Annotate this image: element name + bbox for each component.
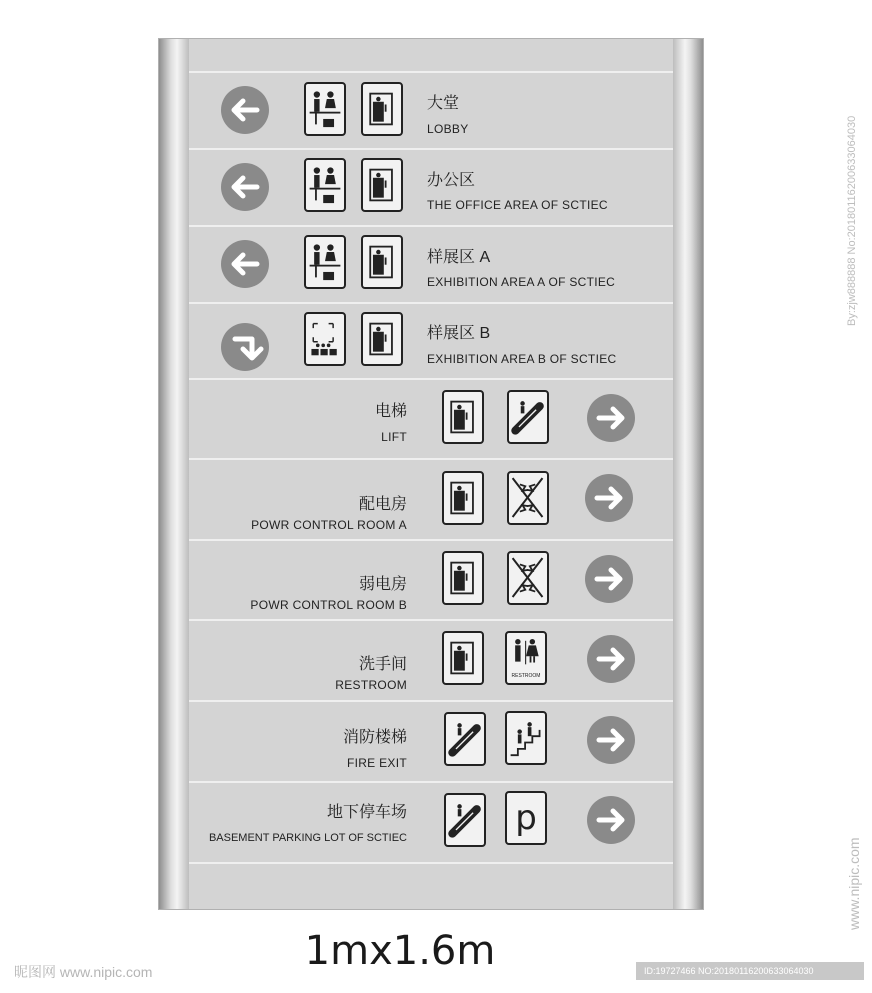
arrow-right-icon xyxy=(585,555,633,603)
row-divider xyxy=(189,619,673,621)
lift-icon xyxy=(442,631,484,685)
row-title-zh: 样展区 B xyxy=(427,325,491,342)
parking-icon-letter: p xyxy=(515,798,537,838)
lift-icon xyxy=(361,235,403,289)
exhibition-icon xyxy=(304,312,346,366)
lift-icon xyxy=(361,82,403,136)
restroom-icon-label: RESTROOM xyxy=(511,673,541,679)
row-divider xyxy=(189,302,673,304)
row-divider xyxy=(189,378,673,380)
board-right-edge xyxy=(673,39,703,909)
arrow-left-icon xyxy=(221,240,269,288)
row-divider xyxy=(189,148,673,150)
escalator-icon xyxy=(444,712,486,766)
watermark-bottom-right: ID:19727466 NO:20180116200633064030 xyxy=(636,962,864,980)
row-title-zh: 配电房 xyxy=(358,496,407,513)
arrow-right-icon xyxy=(587,796,635,844)
row-title-en: RESTROOM xyxy=(335,678,407,692)
row-title-en: EXHIBITION AREA B OF SCTIEC xyxy=(427,352,617,366)
row-title-en: LIFT xyxy=(381,430,407,444)
row-title-en: THE OFFICE AREA OF SCTIEC xyxy=(427,198,608,212)
row-divider xyxy=(189,71,673,73)
row-title-zh: 电梯 xyxy=(374,403,407,420)
row-title-zh: 地下停车场 xyxy=(326,804,407,821)
row-title-en: FIRE EXIT xyxy=(346,756,407,770)
row-divider xyxy=(189,458,673,460)
lift-icon xyxy=(361,158,403,212)
row-title-en: LOBBY xyxy=(427,122,469,136)
row-title-en: EXHIBITION AREA A OF SCTIEC xyxy=(427,275,616,289)
row-title-en: POWR CONTROL ROOM A xyxy=(251,518,407,532)
watermark-side-top: By:zjw888888 No:20180116200633064030 xyxy=(846,115,858,326)
arrow-right-icon xyxy=(585,474,633,522)
arrow-right-icon xyxy=(587,716,635,764)
reception-icon xyxy=(304,235,346,289)
board-left-edge xyxy=(159,39,189,909)
size-label: 1mx1.6m xyxy=(304,928,496,974)
arrow-down-right-icon xyxy=(221,323,269,371)
lift-icon xyxy=(361,312,403,366)
stairs-icon xyxy=(505,711,547,765)
lift-icon xyxy=(442,471,484,525)
lift-icon xyxy=(442,390,484,444)
row-divider xyxy=(189,700,673,702)
restroom-icon xyxy=(505,631,547,685)
row-title-zh: 洗手间 xyxy=(358,656,407,673)
sign-board xyxy=(158,38,704,910)
escalator-icon xyxy=(444,793,486,847)
power-room-icon xyxy=(507,551,549,605)
row-title-zh: 样展区 A xyxy=(427,249,491,266)
watermark-side-bottom: www.nipic.com xyxy=(846,837,862,930)
row-title-en: POWR CONTROL ROOM B xyxy=(250,598,407,612)
row-divider xyxy=(189,539,673,541)
row-title-zh: 弱电房 xyxy=(358,576,407,593)
arrow-left-icon xyxy=(221,86,269,134)
row-title-zh: 大堂 xyxy=(427,95,460,112)
arrow-right-icon xyxy=(587,394,635,442)
row-divider xyxy=(189,225,673,227)
escalator-icon xyxy=(507,390,549,444)
row-title-zh: 消防楼梯 xyxy=(342,729,407,746)
row-title-en: BASEMENT PARKING LOT OF SCTIEC xyxy=(208,832,407,844)
row-divider xyxy=(189,862,673,864)
row-title-zh: 办公区 xyxy=(427,172,476,189)
reception-icon xyxy=(304,82,346,136)
power-room-icon xyxy=(507,471,549,525)
watermark-bottom-left: 昵图网 www.nipic.com xyxy=(14,964,153,980)
arrow-left-icon xyxy=(221,163,269,211)
lift-icon xyxy=(442,551,484,605)
reception-icon xyxy=(304,158,346,212)
row-divider xyxy=(189,781,673,783)
arrow-right-icon xyxy=(587,635,635,683)
parking-icon xyxy=(505,791,547,845)
